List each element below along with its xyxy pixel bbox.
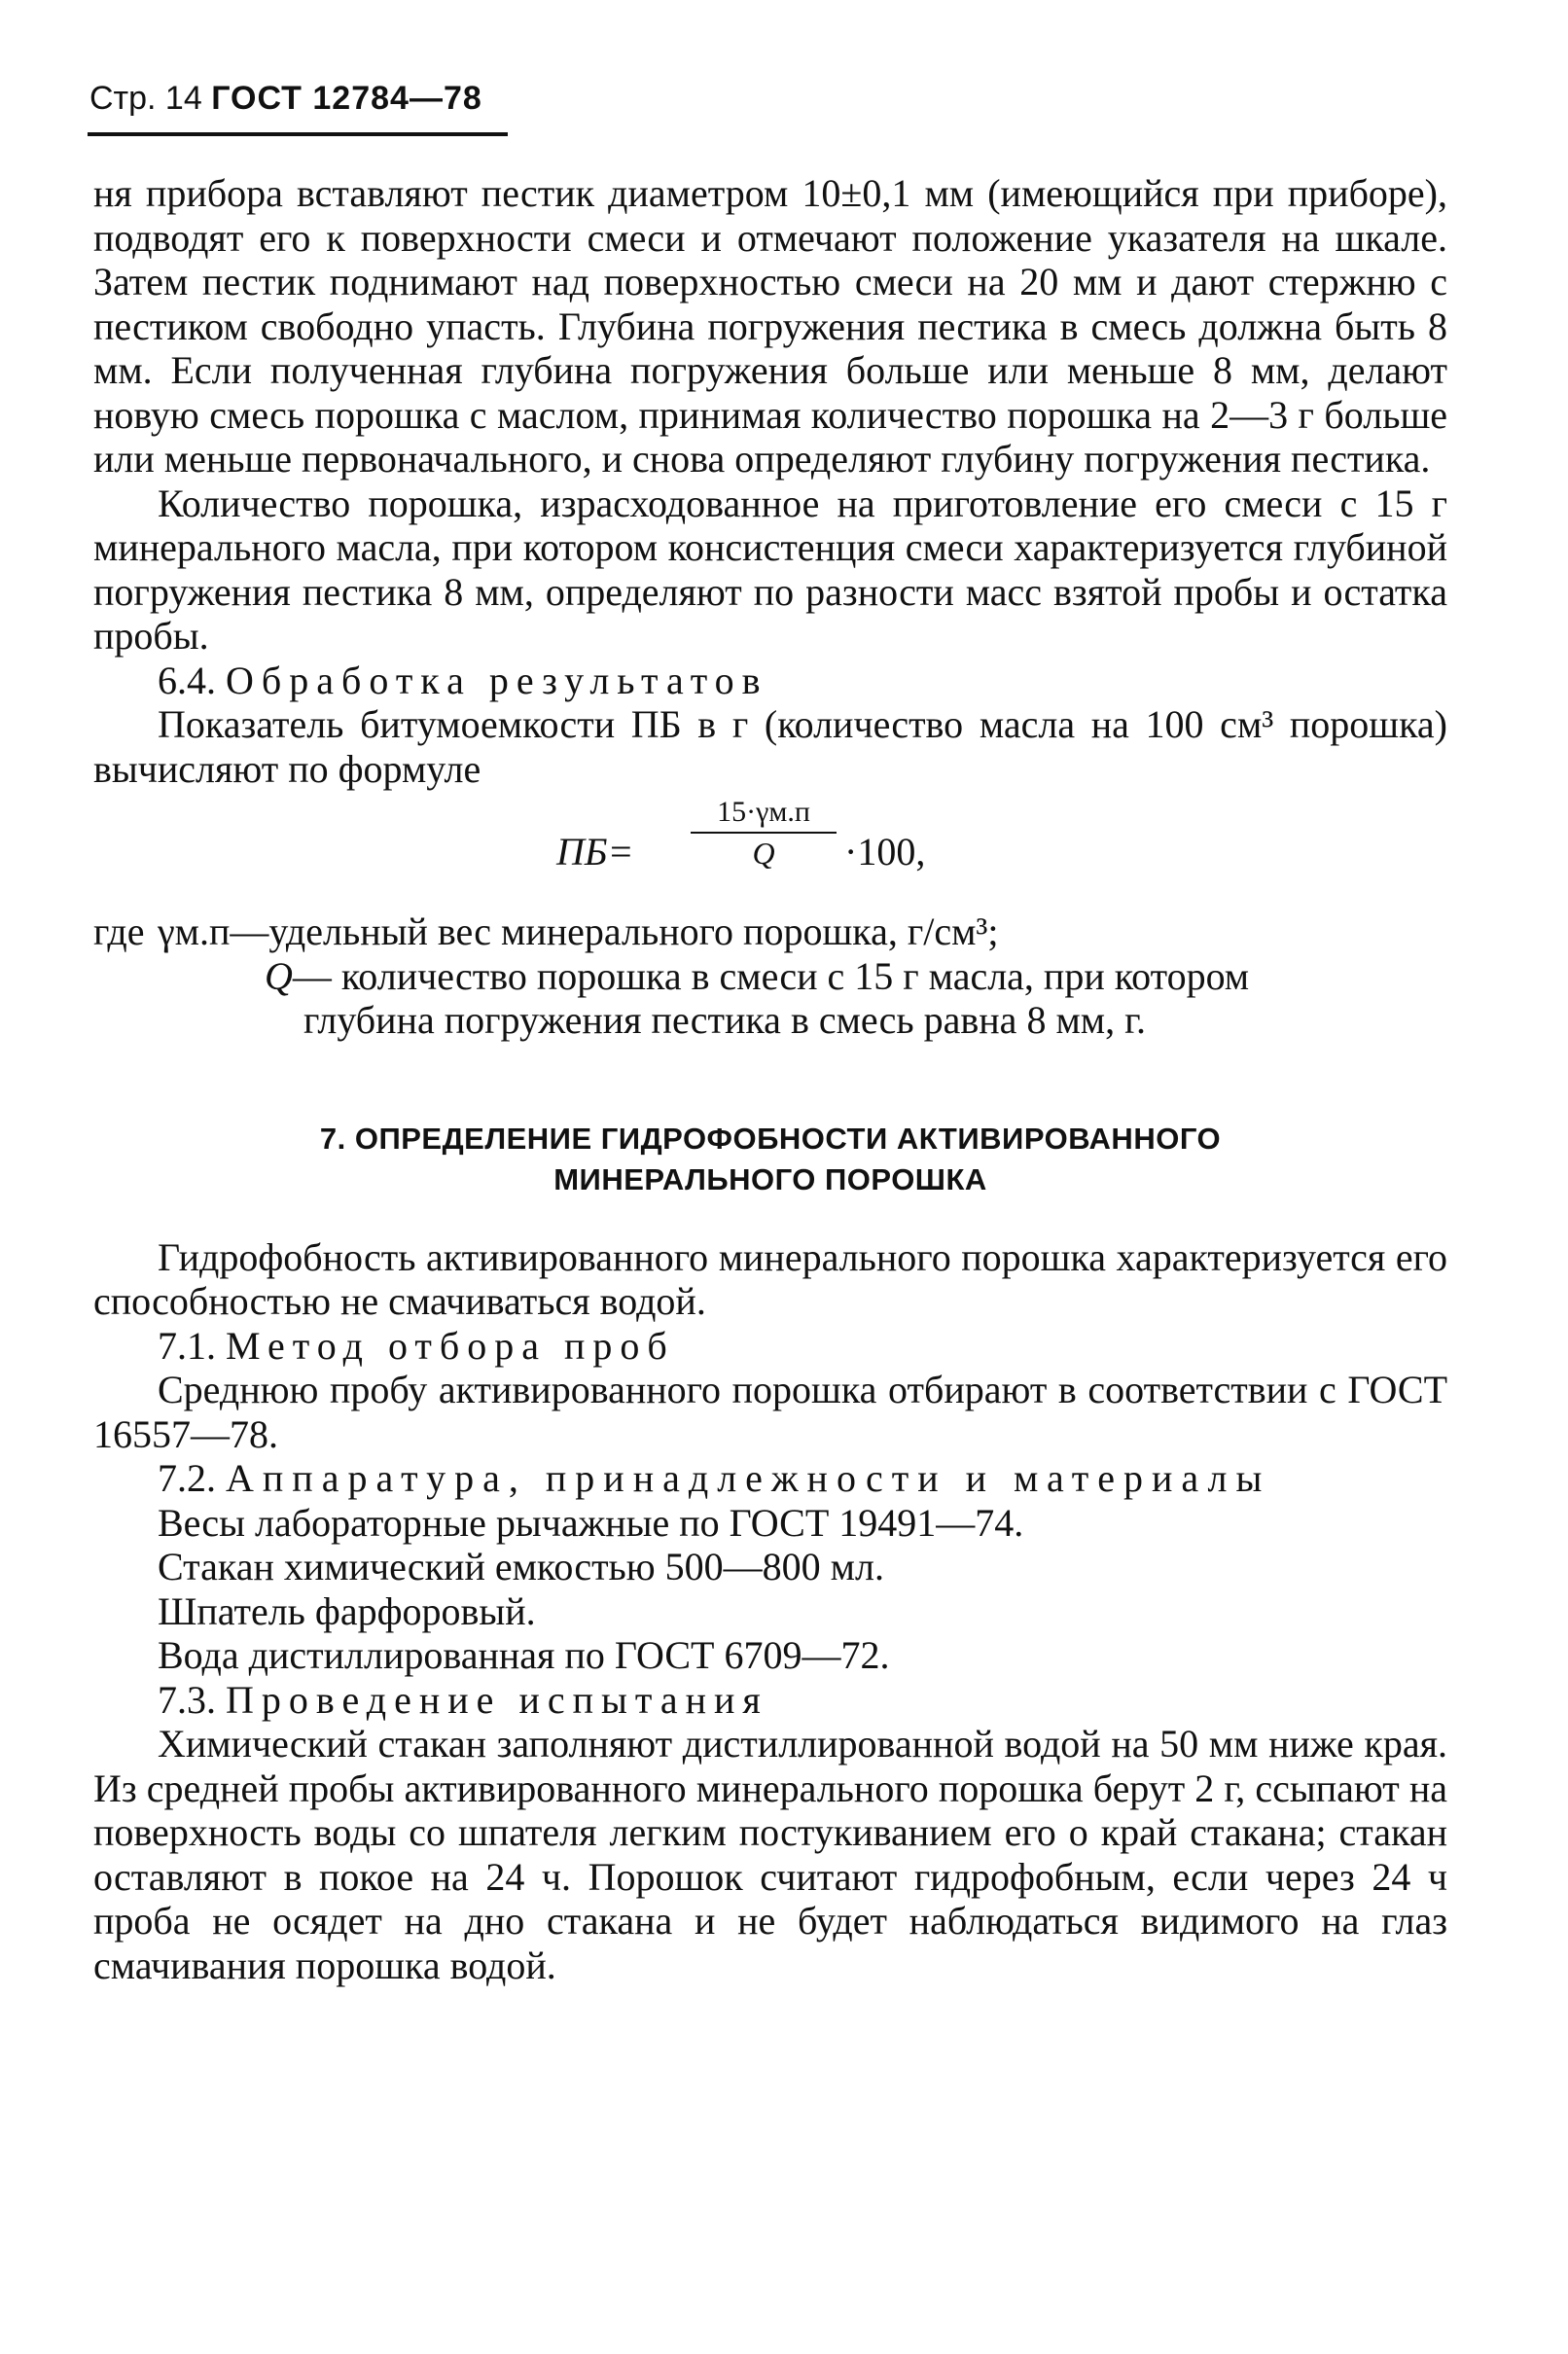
definition-indent (93, 998, 303, 1043)
subsection-number: 7.3. (158, 1677, 216, 1722)
paragraph-continuation: ня прибора вставляют пестик диаметром 10±0,1 мм (имеющийся при приборе), подводят его к поверхности смеси и отмечают положение указателя на шкале. Затем пестик поднимают над поверхностью смеси на 20 мм и дают стержню с пестиком свободно упасть. Глубина погружения пестика в смесь должна быть 8 мм. Если полученная глубина погружения больше или меньше 8 мм, делают новую смесь порошка с маслом, принимая количество порошка на 2—3 г больше или меньше первоначального, и снова определяют глубину погружения пестика. (93, 171, 1447, 481)
subsection-6-4-heading (93, 659, 1447, 703)
fraction-bar (691, 832, 837, 834)
section-7-title (93, 1119, 1447, 1200)
definition-indent (93, 954, 265, 999)
subsection-7-3-heading (93, 1678, 1447, 1723)
formula-fraction (691, 795, 837, 871)
q-description: — количество порошка в смеси с 15 г масла, при котором (292, 953, 1250, 998)
definition-gamma (93, 910, 1447, 954)
gamma-description: —удельный вес минерального порошка, г/см³; (230, 910, 999, 953)
q-symbol: Q (265, 953, 293, 998)
subsection-7-3-text: Химический стакан заполняют дистиллированной водой на 50 мм ниже края. Из средней пробы активированного минерального порошка берут 2 г, ссыпают на поверхность воды со шпателя легким постукиванием его о край стакана; стакан оставляют в покое на 24 ч. Порошок считают гидрофобным, если через 24 ч проба не осядет на дно стакана и не будет наблюдаться видимого на глаз смачивания порошка водой. (93, 1722, 1447, 1987)
subsection-title: Обработка результатов (226, 658, 768, 702)
section-title-line: МИНЕРАЛЬНОГО ПОРОШКА (553, 1161, 987, 1196)
page-number: Стр. 14 (89, 80, 202, 117)
formula-numerator: 15·γм.п (717, 796, 810, 828)
standard-number: ГОСТ 12784—78 (211, 80, 482, 117)
equipment-item: Вода дистиллированная по ГОСТ 6709—72. (158, 1633, 890, 1677)
subsection-7-2-heading (93, 1456, 1447, 1501)
subsection-title: Аппаратура, принадлежности и материалы (226, 1456, 1271, 1500)
formula-definitions (93, 910, 1447, 1043)
paragraph-formula-intro: Показатель битумоемкости ПБ в г (количество масла на 100 см³ порошка) вычисляют по формуле (93, 702, 1447, 791)
definition-q-continued (93, 998, 1447, 1043)
subsection-title: Метод отбора проб (226, 1323, 675, 1368)
formula-lhs: ПБ= (556, 830, 634, 874)
paragraph-quantity: Количество порошка, израсходованное на приготовление его смеси с 15 г минерального масла, при котором консистенция смеси характеризуется глубиной погружения пестика 8 мм, определяют по разности масс взятой пробы и остатка пробы. (93, 481, 1447, 658)
subsection-title: Проведение испытания (226, 1677, 768, 1722)
subsection-7-1-heading (93, 1324, 1447, 1369)
page-header (89, 80, 482, 118)
formula-denominator: Q (752, 836, 775, 871)
equipment-item: Стакан химический емкостью 500—800 мл. (158, 1545, 884, 1588)
gamma-symbol: γм.п (158, 910, 231, 953)
subsection-number: 7.1. (158, 1323, 216, 1368)
equipment-item: Шпатель фарфоровый. (158, 1588, 536, 1633)
formula-rhs: ·100, (844, 830, 926, 874)
section-7-intro: Гидрофобность активированного минерального порошка характеризуется его способностью не смачиваться водой. (93, 1234, 1447, 1323)
q-description-continued: глубина погружения пестика в смесь равна 8 мм, г. (303, 998, 1146, 1042)
formula-pb (93, 791, 1447, 910)
where-label: где (93, 910, 145, 953)
section-title-line: 7. ОПРЕДЕЛЕНИЕ ГИДРОФОБНОСТИ АКТИВИРОВАННОГО (319, 1121, 1222, 1156)
document-body (93, 171, 1447, 1987)
subsection-number: 7.2. (158, 1456, 216, 1500)
equipment-item: Весы лабораторные рычажные по ГОСТ 19491—74. (158, 1500, 1024, 1545)
header-rule (88, 132, 508, 136)
subsection-number: 6.4. (158, 658, 216, 702)
definition-q (93, 954, 1447, 999)
subsection-7-1-text: Среднюю пробу активированного порошка отбирают в соответствии с ГОСТ 16557—78. (93, 1368, 1447, 1456)
